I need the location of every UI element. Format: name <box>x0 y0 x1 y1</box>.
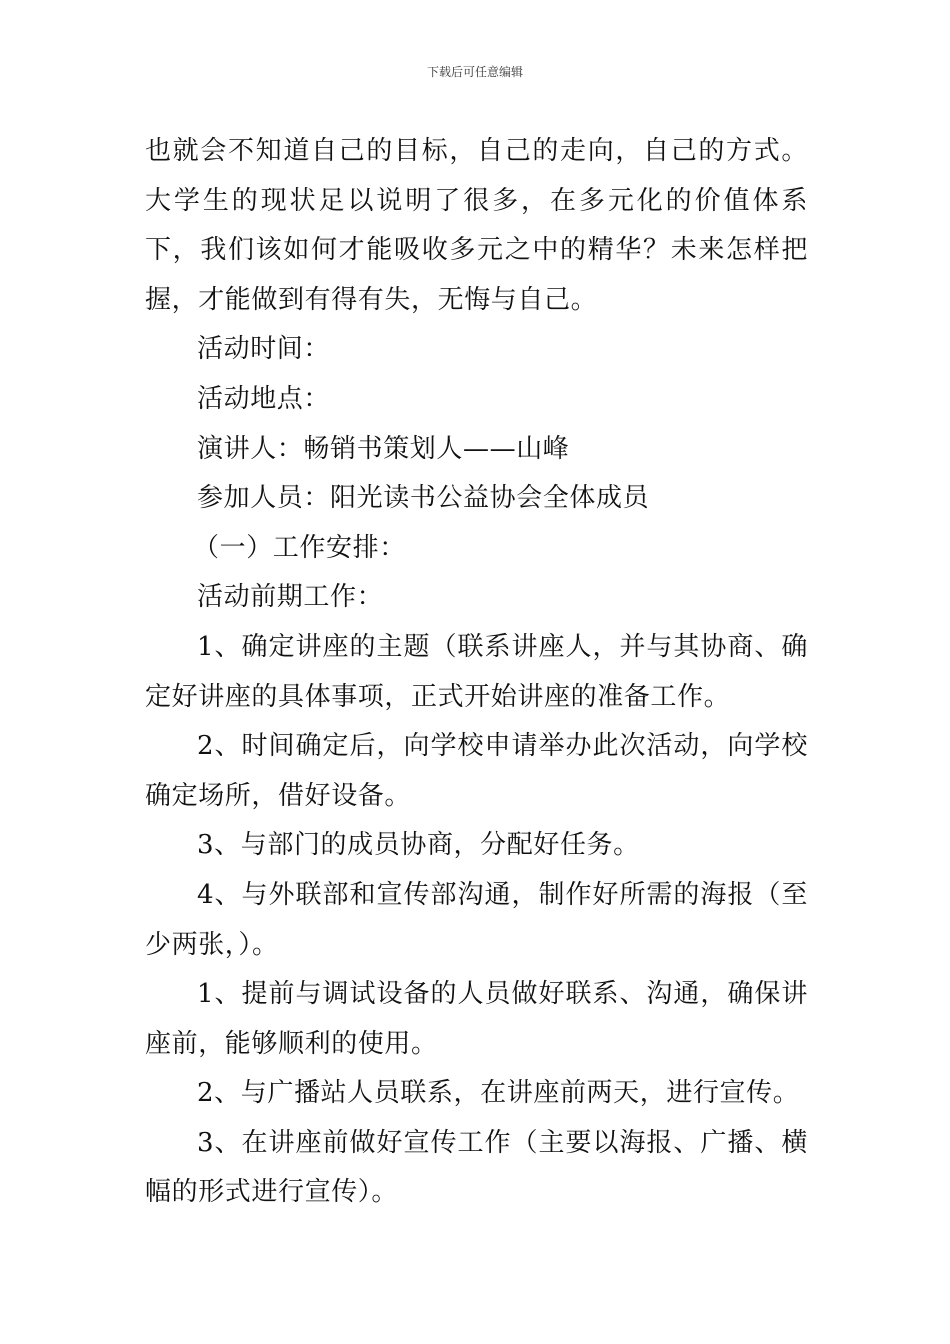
paragraph-participants: 参加人员：阳光读书公益协会全体成员 <box>197 483 650 514</box>
paragraph-intro: 也就会不知道自己的目标，自己的走向，自己的方式。大学生的现状足以说明了很多，在多元化的价值体系下，我们该如何才能吸收多元之中的精华？未来怎样把握，才能做到有得有失，无悔与自己。 <box>145 136 808 315</box>
paragraph-work-arrangement: （一）工作安排： <box>193 532 406 563</box>
paragraph-activity-time: 活动时间： <box>197 334 331 365</box>
list-item: 3、与部门的成员协商，分配好任务。 <box>197 830 640 861</box>
list-item: 3、在讲座前做好宣传工作（主要以海报、广播、横幅的形式进行宣传）。 <box>145 1127 808 1208</box>
page-header: 下载后可任意编辑 <box>426 65 523 79</box>
list-item: 1、确定讲座的主题（联系讲座人，并与其协商、确定好讲座的具体事项，正式开始讲座的准备工作。 <box>145 631 808 712</box>
list-item: 4、与外联部和宣传部沟通，制作好所需的海报（至少两张，）。 <box>145 879 808 960</box>
list-item: 1、提前与调试设备的人员做好联系、沟通，确保讲座前，能够顺利的使用。 <box>145 979 808 1059</box>
paragraph-preliminary-work: 活动前期工作： <box>197 582 384 613</box>
paragraph-activity-location: 活动地点： <box>197 383 331 414</box>
paragraph-speaker: 演讲人：畅销书策划人——山峰 <box>197 433 570 464</box>
list-item: 2、时间确定后，向学校申请举办此次活动，向学校确定场所，借好设备。 <box>145 731 808 811</box>
list-item: 2、与广播站人员联系，在讲座前两天，进行宣传。 <box>197 1078 800 1109</box>
document-body <box>145 127 808 1218</box>
